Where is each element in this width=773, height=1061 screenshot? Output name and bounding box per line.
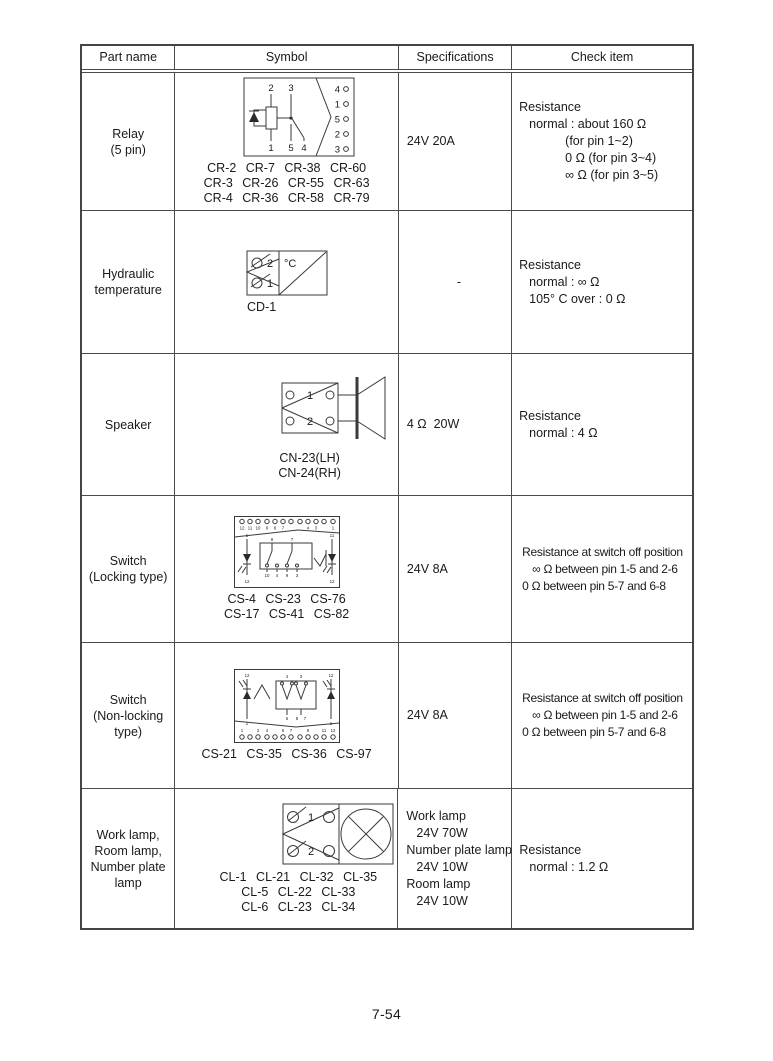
check-item-cell: Resistance normal : 1.2 Ω	[519, 842, 609, 874]
part-name-cell: Hydraulic temperature	[82, 211, 175, 353]
pin-label: 1	[266, 277, 273, 290]
pin-label: 8	[295, 716, 298, 721]
check-item-cell: Resistance normal : ∞ Ω 105° C over : 0 Ω	[519, 257, 626, 306]
check-item-cell: Resistance normal : 4 Ω	[519, 408, 598, 440]
pin-label: 7	[289, 728, 292, 733]
part-name-cell: Switch (Locking type)	[82, 496, 175, 642]
symbol-ref-labels: CS-21 CS-35 CS-36 CS-97	[201, 747, 372, 761]
locking-switch-schematic-drawing	[234, 516, 340, 588]
specifications-cell: 24V 8A	[399, 496, 512, 642]
pin-label: 12	[239, 525, 244, 531]
pin-label: 5	[334, 114, 340, 126]
part-name-cell: Relay (5 pin)	[82, 73, 175, 210]
pin-label: 11	[329, 533, 334, 538]
temperature-unit-label: °C	[283, 257, 296, 270]
symbol-ref-labels: CN-23(LH) CN-24(RH)	[278, 450, 341, 480]
pin-label: 1	[306, 389, 313, 402]
pin-label: 3	[299, 674, 302, 679]
pin-label: 3	[287, 83, 294, 94]
pin-label: 4	[334, 84, 340, 96]
symbol-ref-labels: CL-1 CL-21 CL-32 CL-35 CL-5 CL-22 CL-33 CL-6 CL-23 CL-34	[219, 870, 378, 914]
header-symbol: Symbol	[175, 46, 399, 69]
pin-label: 2	[306, 415, 313, 428]
table-row-hydraulic-temperature	[82, 211, 692, 354]
table-header-row	[82, 46, 692, 73]
pin-label: 1	[331, 525, 334, 531]
pin-label: 3	[256, 728, 259, 733]
pin-label: 4	[265, 728, 268, 733]
pin-label: 4	[275, 573, 278, 578]
pin-label: 7	[281, 525, 284, 531]
header-part-name: Part name	[82, 46, 175, 69]
pin-label: 4	[300, 143, 307, 154]
pin-label: 2	[267, 83, 274, 94]
table-row-relay	[82, 73, 692, 211]
pin-label: 8	[270, 537, 273, 542]
symbol-cell	[175, 789, 398, 928]
pin-label: 2	[266, 257, 273, 270]
specifications-cell: 4 Ω 20W	[399, 354, 512, 495]
speaker-schematic-drawing	[281, 369, 393, 447]
symbol-cell	[175, 211, 398, 353]
check-item-cell: Resistance at switch off position ∞ Ω between pin 1-5 and 2-6 0 Ω between pin 5-7 and 6-8	[522, 544, 683, 593]
pin-label: 10	[255, 525, 260, 531]
pin-label: 2	[334, 129, 340, 141]
pin-label: 12	[330, 728, 335, 733]
pin-label: 1	[245, 533, 248, 538]
symbol-ref-labels: CR-2 CR-7 CR-38 CR-60 CR-3 CR-26 CR-55 CR-63 CR-4 CR-36 CR-58 CR-79	[203, 161, 370, 205]
pin-label: 1	[329, 721, 332, 726]
pin-label: 2	[308, 846, 315, 858]
table-row-lamps	[82, 789, 692, 928]
header-check-item: Check item	[570, 50, 634, 64]
non-locking-switch-schematic-drawing	[234, 669, 340, 743]
temperature-sensor-schematic-drawing	[246, 250, 328, 296]
check-item-cell: Resistance normal : about 160 Ω (for pin 1~2) 0 Ω (for pin 3~4) ∞ Ω (for pin 3~5)	[519, 100, 659, 182]
part-name-cell: Speaker	[82, 354, 175, 495]
table-row-switch-locking	[82, 496, 692, 643]
component-spec-table	[80, 44, 694, 930]
pin-label: 11	[247, 525, 252, 531]
pin-label: 7	[303, 716, 306, 721]
pin-label: 9	[285, 573, 288, 578]
pin-label: 12	[328, 673, 333, 678]
pin-label: 5	[287, 143, 294, 154]
pin-label: 1	[308, 812, 315, 824]
pin-label: 6	[285, 716, 288, 721]
specifications-cell: Work lamp 24V 70W Number plate lamp 24V 10W Room lamp 24V 10W	[398, 789, 512, 928]
symbol-cell	[175, 643, 398, 788]
pin-label: 1	[240, 728, 243, 733]
lamp-schematic-drawing	[282, 802, 394, 866]
table-row-switch-non-locking	[82, 643, 692, 789]
relay-schematic-drawing	[243, 77, 355, 157]
pin-label: 10	[264, 573, 269, 578]
specifications-cell: -	[399, 211, 512, 353]
pin-label: 3	[314, 525, 317, 531]
pin-label: 11	[321, 728, 326, 733]
page-number: 7-54	[371, 1006, 402, 1022]
pin-label: 9	[306, 728, 309, 733]
pin-label: 1	[245, 721, 248, 726]
pin-label: 3	[334, 144, 340, 156]
specifications-cell: 24V 8A	[399, 643, 512, 788]
pin-label: 1	[267, 143, 274, 154]
symbol-cell	[175, 73, 398, 210]
pin-label: 12	[329, 579, 334, 584]
pin-label: 1	[334, 99, 340, 111]
pin-label: 4	[306, 525, 309, 531]
symbol-ref-labels: CD-1	[247, 299, 277, 314]
pin-label: 6	[281, 728, 284, 733]
pin-label: 3	[295, 573, 298, 578]
table-row-speaker	[82, 354, 692, 496]
pin-label: 9	[265, 525, 268, 531]
pin-label: 8	[273, 525, 276, 531]
part-name-cell: Work lamp, Room lamp, Number plate lamp	[82, 789, 175, 928]
pin-label: 4	[285, 674, 288, 679]
part-name-cell: Switch (Non-locking type)	[82, 643, 175, 788]
header-specifications: Specifications	[399, 46, 512, 69]
specifications-cell: 24V 20A	[399, 73, 512, 210]
symbol-cell	[175, 354, 398, 495]
symbol-cell	[175, 496, 398, 642]
symbol-ref-labels: CS-4 CS-23 CS-76 CS-17 CS-41 CS-82	[223, 592, 350, 621]
check-item-cell: Resistance at switch off position ∞ Ω between pin 1-5 and 2-6 0 Ω between pin 5-7 and 6-8	[522, 691, 683, 739]
pin-label: 7	[290, 537, 293, 542]
pin-label: 12	[244, 579, 249, 584]
pin-label: 12	[244, 673, 249, 678]
